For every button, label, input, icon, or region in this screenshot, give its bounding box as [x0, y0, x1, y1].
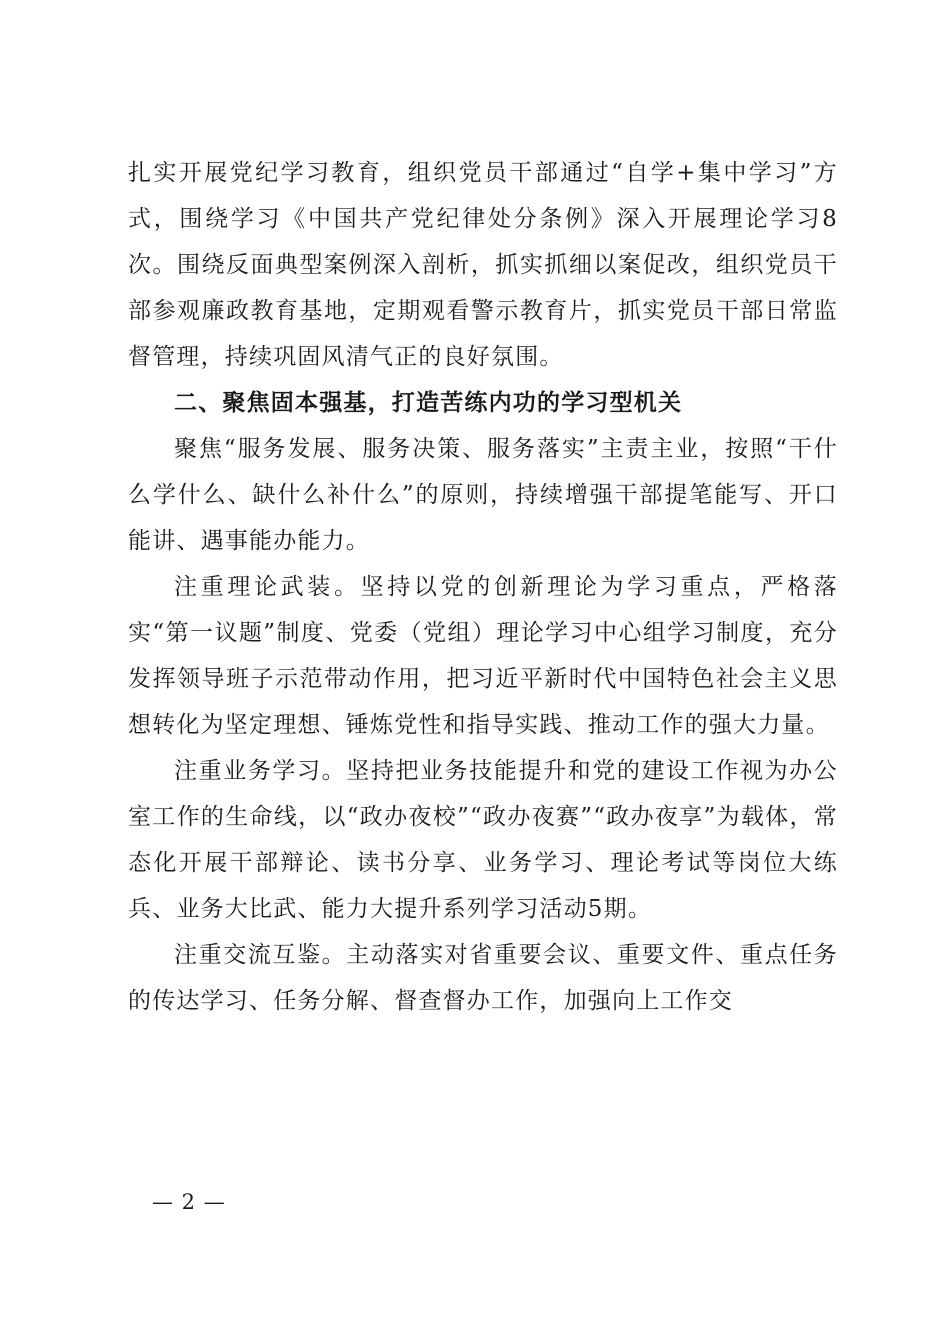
paragraph-exchange: 注重交流互鉴。主动落实对省重要会议、重要文件、重点任务的传达学习、任务分解、督查督办工作，加强向上工作交: [128, 942, 838, 1014]
section-heading-2: 二、聚焦固本强基，打造苦练内功的学习型机关: [174, 390, 683, 416]
paragraph-theory-study: 注重理论武装。坚持以党的创新理论为学习重点，严格落实“第一议题”制度、党委（党组）理论学习中心组学习制度，充分发挥领导班子示范带动作用，把习近平新时代中国特色社会主义思想转化为坚定理想、锤炼党性和指导实践、推动工作的强大力量。: [128, 574, 838, 738]
paragraph-party-discipline: 扎实开展党纪学习教育，组织党员干部通过“自学+集中学习”方式，围绕学习《中国共产党纪律处分条例》深入开展理论学习8次。围绕反面典型案例深入剖析，抓实抓细以案促改，组织党员干部参观廉政教育基地，定期观看警示教育片，抓实党员干部日常监督管理，持续巩固风清气正的良好氛围。: [128, 160, 838, 370]
document-body: [128, 150, 838, 1024]
paragraph-section-intro: 聚焦“服务发展、服务决策、服务落实”主责主业，按照“干什么学什么、缺什么补什么”的原则，持续增强干部提笔能写、开口能讲、遇事能办能力。: [128, 436, 838, 554]
paragraph-business-study: 注重业务学习。坚持把业务技能提升和党的建设工作视为办公室工作的生命线，以“政办夜校”“政办夜赛”“政办夜享”为载体，常态化开展干部辩论、读书分享、业务学习、理论考试等岗位大练兵、业务大比武、能力大提升系列学习活动5期。: [128, 758, 838, 922]
page-number: — 2 —: [152, 1190, 226, 1214]
